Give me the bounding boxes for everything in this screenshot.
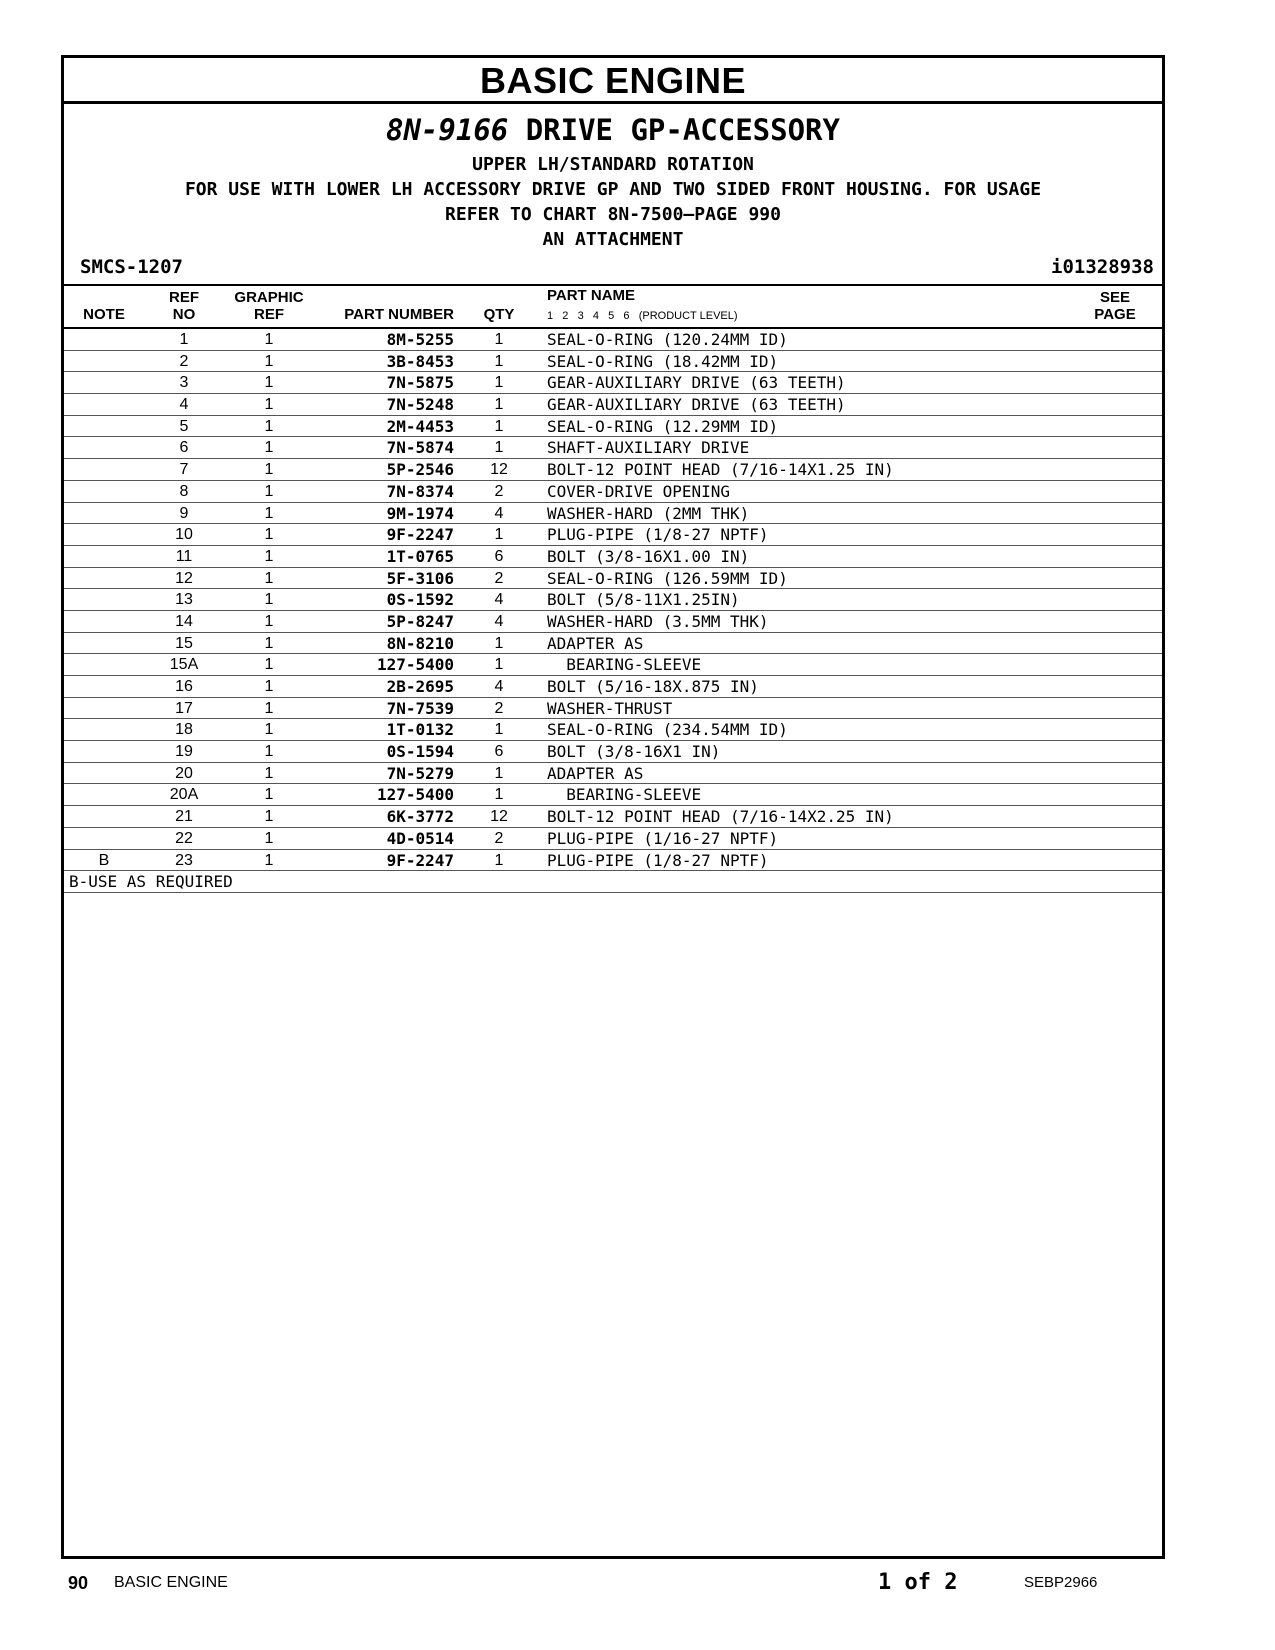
header-graphic-top: GRAPHIC [234, 289, 304, 306]
table-row [64, 437, 1162, 459]
header-see-bottom: PAGE [1094, 306, 1136, 323]
cell-qty: 6 [494, 547, 504, 565]
cell-ref: 1 [179, 331, 189, 348]
cell-qty: 12 [490, 461, 508, 479]
table-row [64, 676, 1162, 698]
cell-part: 127-5400 [376, 785, 454, 805]
header-graphic-bottom: REF [254, 306, 284, 323]
cell-part: 7N-5875 [386, 373, 454, 393]
cell-name: COVER-DRIVE OPENING [547, 481, 731, 501]
cell-qty: 1 [494, 634, 504, 652]
cell-ref: 23 [175, 851, 193, 869]
footer-sheet: 1 of 2 [878, 1570, 958, 1595]
cell-ref: 15 [175, 634, 193, 652]
table-row [64, 784, 1162, 806]
cell-graphic: 1 [264, 396, 274, 414]
cell-graphic: 1 [264, 764, 274, 782]
cell-graphic: 1 [264, 656, 274, 674]
cell-ref: 21 [175, 808, 193, 826]
table-row [64, 459, 1162, 481]
cell-name: PLUG-PIPE (1/8-27 NPTF) [547, 525, 769, 545]
cell-name: PLUG-PIPE (1/16-27 NPTF) [547, 828, 779, 848]
group-description [64, 152, 1162, 252]
table-row [64, 741, 1162, 763]
cell-ref: 14 [175, 612, 193, 630]
cell-name: WASHER-HARD (3.5MM THK) [547, 611, 769, 631]
table-row [64, 546, 1162, 568]
cell-qty: 1 [494, 786, 504, 804]
cell-graphic: 1 [264, 547, 274, 565]
footer-page-number: 90 [68, 1573, 89, 1593]
cell-name: ADAPTER AS [547, 633, 644, 653]
cell-qty: 1 [494, 396, 504, 414]
parts-table-body [64, 329, 1162, 893]
cell-name: SEAL-O-RING (12.29MM ID) [547, 416, 779, 436]
cell-part: 7N-5874 [386, 438, 454, 458]
cell-part: 7N-8374 [386, 481, 454, 501]
cell-part: 8M-5255 [386, 330, 454, 349]
cell-ref: 19 [175, 743, 193, 761]
cell-ref: 6 [179, 439, 189, 457]
cell-graphic: 1 [264, 678, 274, 695]
cell-graphic: 1 [264, 461, 274, 479]
cell-graphic: 1 [264, 439, 274, 457]
table-row [64, 654, 1162, 676]
table-footnote: B-USE AS REQUIRED [64, 871, 1162, 893]
cell-graphic: 1 [264, 786, 274, 804]
cell-graphic: 1 [264, 526, 274, 544]
cell-part: 5P-8247 [386, 611, 454, 631]
cell-name: SHAFT-AUXILIARY DRIVE [547, 438, 750, 458]
table-row [64, 568, 1162, 590]
cell-part: 3B-8453 [386, 351, 454, 371]
cell-ref: 15A [169, 656, 199, 674]
cell-name: SEAL-O-RING (120.24MM ID) [547, 330, 788, 349]
cell-name: BOLT-12 POINT HEAD (7/16-14X2.25 IN) [547, 807, 894, 827]
page-footer [68, 1568, 1168, 1598]
cell-graphic: 1 [264, 504, 274, 522]
cell-ref: 3 [179, 374, 189, 392]
cell-name: BOLT (3/8-16X1 IN) [547, 742, 721, 762]
cell-qty: 6 [494, 743, 504, 761]
group-name: DRIVE GP-ACCESSORY [525, 113, 840, 147]
cell-ref: 11 [175, 547, 193, 565]
table-row [64, 351, 1162, 373]
cell-part: 9F-2247 [386, 850, 454, 870]
cell-ref: 13 [175, 591, 193, 609]
cell-part: 7N-7539 [386, 698, 454, 718]
header-note: NOTE [83, 306, 125, 323]
cell-ref: 7 [179, 461, 189, 479]
table-row [64, 763, 1162, 785]
cell-ref: 4 [179, 396, 189, 414]
cell-part: 9F-2247 [386, 525, 454, 545]
cell-graphic: 1 [264, 352, 274, 370]
cell-part: 9M-1974 [386, 503, 454, 523]
table-row [64, 394, 1162, 416]
cell-name: BOLT (3/8-16X1.00 IN) [547, 546, 750, 566]
cell-part: 0S-1594 [386, 742, 454, 762]
cell-name: WASHER-HARD (2MM THK) [547, 503, 750, 523]
table-row [64, 633, 1162, 655]
cell-qty: 1 [494, 656, 504, 674]
cell-graphic: 1 [264, 829, 274, 847]
table-row [64, 828, 1162, 850]
cell-qty: 12 [490, 808, 508, 826]
cell-qty: 1 [494, 764, 504, 782]
cell-ref: 12 [175, 569, 193, 587]
cell-qty: 1 [494, 526, 504, 544]
cell-qty: 1 [494, 417, 504, 435]
footer-document: SEBP2966 [1024, 1574, 1098, 1591]
page-frame [61, 55, 1165, 1559]
cell-name: BOLT (5/16-18X.875 IN) [547, 677, 759, 696]
table-row [64, 416, 1162, 438]
group-title [64, 110, 1162, 150]
cell-part: 4D-0514 [386, 828, 454, 848]
table-row [64, 524, 1162, 546]
table-row [64, 719, 1162, 741]
cell-name: BEARING-SLEEVE [547, 655, 702, 675]
footer-section: BASIC ENGINE [114, 1574, 228, 1591]
cell-note: B [98, 851, 110, 869]
cell-name: PLUG-PIPE (1/8-27 NPTF) [547, 850, 769, 870]
cell-graphic: 1 [264, 569, 274, 587]
cell-part: 7N-5279 [386, 763, 454, 783]
cell-part: 5F-3106 [386, 568, 454, 588]
cell-qty: 2 [494, 699, 504, 717]
table-row [64, 503, 1162, 525]
header-product-levels: 1 2 3 4 5 6 (PRODUCT LEVEL) [547, 310, 738, 322]
cell-ref: 2 [179, 352, 189, 370]
cell-qty: 1 [494, 352, 504, 370]
cell-name: SEAL-O-RING (126.59MM ID) [547, 568, 788, 588]
cell-qty: 4 [494, 591, 504, 609]
cell-qty: 2 [494, 482, 504, 500]
illustration-ref: i01328938 [1051, 256, 1154, 278]
cell-name: ADAPTER AS [547, 763, 644, 783]
table-row [64, 329, 1162, 351]
cell-graphic: 1 [264, 743, 274, 761]
cell-part: 0S-1592 [386, 590, 454, 610]
cell-name: WASHER-THRUST [547, 698, 673, 718]
cell-graphic: 1 [264, 331, 274, 348]
table-row [64, 611, 1162, 633]
cell-part: 8N-8210 [386, 633, 454, 653]
cell-qty: 1 [494, 721, 504, 739]
header-qty: QTY [483, 306, 515, 323]
cell-ref: 16 [175, 678, 193, 695]
cell-graphic: 1 [264, 612, 274, 630]
cell-graphic: 1 [264, 591, 274, 609]
cell-part: 6K-3772 [386, 807, 454, 827]
cell-qty: 4 [494, 612, 504, 630]
cell-ref: 17 [175, 699, 193, 717]
table-row [64, 806, 1162, 828]
page-title: BASIC ENGINE [479, 60, 747, 101]
cell-part: 2B-2695 [386, 677, 454, 696]
cell-graphic: 1 [264, 699, 274, 717]
cell-graphic: 1 [264, 482, 274, 500]
cell-part: 5P-2546 [386, 460, 454, 480]
cell-part: 1T-0132 [386, 720, 454, 740]
table-row [64, 372, 1162, 394]
cell-name: BOLT-12 POINT HEAD (7/16-14X1.25 IN) [547, 460, 894, 480]
smcs-code: SMCS-1207 [80, 256, 183, 278]
table-row [64, 850, 1162, 872]
cell-qty: 1 [494, 439, 504, 457]
table-row [64, 481, 1162, 503]
cell-name: SEAL-O-RING (18.42MM ID) [547, 351, 779, 371]
cell-name: SEAL-O-RING (234.54MM ID) [547, 720, 788, 740]
cell-qty: 1 [494, 331, 504, 348]
cell-graphic: 1 [264, 374, 274, 392]
table-row [64, 698, 1162, 720]
cell-name: BEARING-SLEEVE [547, 785, 702, 805]
description-line: UPPER LH/STANDARD ROTATION [472, 154, 754, 175]
cell-ref: 20A [169, 786, 199, 804]
cell-graphic: 1 [264, 417, 274, 435]
cell-ref: 9 [179, 504, 189, 522]
cell-ref: 5 [179, 417, 189, 435]
cell-graphic: 1 [264, 634, 274, 652]
description-line: AN ATTACHMENT [542, 229, 684, 250]
cell-name: BOLT (5/8-11X1.25IN) [547, 590, 740, 610]
table-header [64, 286, 1162, 329]
header-see-top: SEE [1099, 289, 1130, 306]
cell-part: 2M-4453 [386, 416, 454, 436]
cell-ref: 18 [175, 721, 193, 739]
cell-ref: 8 [179, 482, 189, 500]
header-ref-bottom: NO [172, 306, 196, 323]
cell-qty: 1 [494, 374, 504, 392]
header-part-name: PART NAME [547, 287, 636, 304]
cell-qty: 2 [494, 829, 504, 847]
group-part-number: 8N-9166 [386, 113, 509, 147]
cell-qty: 2 [494, 569, 504, 587]
cell-qty: 4 [494, 504, 504, 522]
cell-graphic: 1 [264, 808, 274, 826]
cell-part: 7N-5248 [386, 395, 454, 415]
cell-qty: 4 [494, 678, 504, 695]
cell-ref: 10 [175, 526, 193, 544]
table-row [64, 589, 1162, 611]
title-bar [64, 58, 1162, 104]
description-line: FOR USE WITH LOWER LH ACCESSORY DRIVE GP AND TWO SIDED FRONT HOUSING. FOR USAGE [184, 179, 1042, 200]
cell-qty: 1 [494, 851, 504, 869]
cell-ref: 20 [175, 764, 193, 782]
header-part-number: PART NUMBER [344, 306, 454, 323]
cell-part: 1T-0765 [386, 546, 454, 566]
cell-ref: 22 [175, 829, 193, 847]
header-ref-top: REF [169, 289, 199, 306]
description-line: REFER TO CHART 8N-7500—PAGE 990 [445, 204, 781, 225]
cell-graphic: 1 [264, 721, 274, 739]
cell-part: 127-5400 [376, 655, 454, 675]
cell-name: GEAR-AUXILIARY DRIVE (63 TEETH) [547, 395, 846, 415]
cell-graphic: 1 [264, 851, 274, 869]
cell-name: GEAR-AUXILIARY DRIVE (63 TEETH) [547, 373, 846, 393]
